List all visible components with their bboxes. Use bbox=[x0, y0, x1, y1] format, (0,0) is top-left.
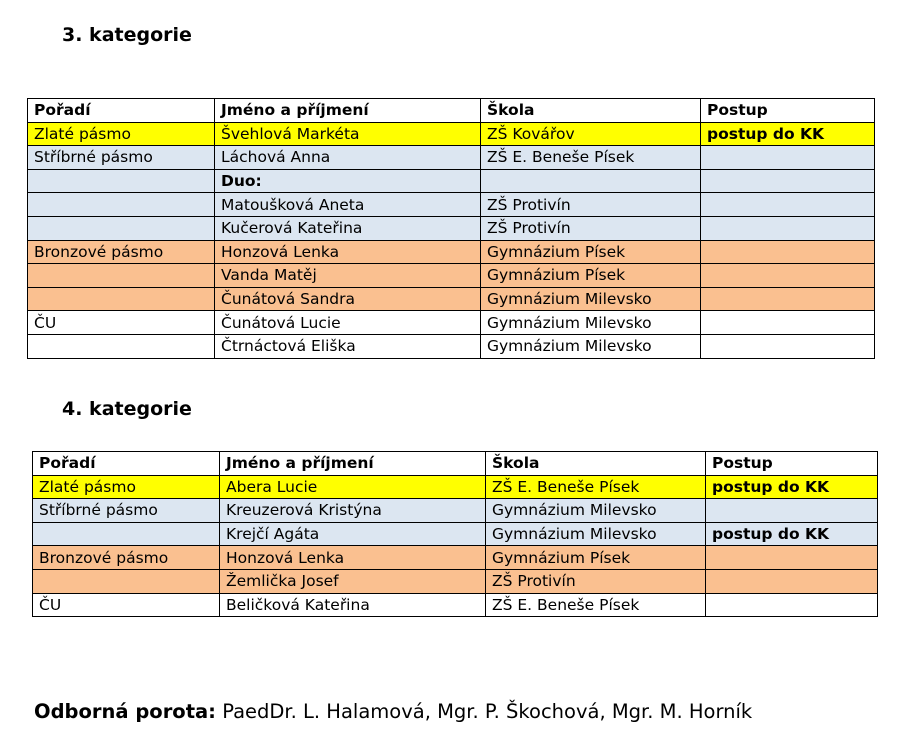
rank-cell bbox=[28, 216, 215, 240]
advance-cell bbox=[701, 334, 875, 358]
category3-table bbox=[27, 98, 875, 359]
category4-title: 4. kategorie bbox=[62, 398, 192, 420]
rank-cell bbox=[28, 334, 215, 358]
table-row bbox=[28, 193, 875, 217]
school-cell: ZŠ E. Beneše Písek bbox=[481, 146, 701, 170]
table-row bbox=[33, 593, 878, 617]
school-cell: ZŠ E. Beneše Písek bbox=[486, 593, 706, 617]
school-cell: Gymnázium Milevsko bbox=[486, 499, 706, 523]
rank-cell: Zlaté pásmo bbox=[28, 122, 215, 146]
advance-cell: postup do KK bbox=[706, 475, 878, 499]
rank-cell: ČU bbox=[28, 311, 215, 335]
table-row bbox=[28, 287, 875, 311]
advance-cell bbox=[701, 169, 875, 193]
school-cell: ZŠ Protivín bbox=[486, 569, 706, 593]
advance-cell bbox=[701, 311, 875, 335]
jury-label: Odborná porota: bbox=[34, 700, 216, 723]
rank-cell: Bronzové pásmo bbox=[33, 546, 220, 570]
category4-table bbox=[32, 451, 878, 617]
rank-cell: Stříbrné pásmo bbox=[33, 499, 220, 523]
advance-cell: postup do KK bbox=[706, 522, 878, 546]
rank-cell: Zlaté pásmo bbox=[33, 475, 220, 499]
table-row bbox=[28, 334, 875, 358]
school-cell: ZŠ Protivín bbox=[481, 216, 701, 240]
jury-members: PaedDr. L. Halamová, Mgr. P. Škochová, Mgr. M. Horník bbox=[222, 700, 753, 723]
jury-line bbox=[34, 700, 752, 723]
table-row bbox=[28, 311, 875, 335]
rank-cell: ČU bbox=[33, 593, 220, 617]
table-row bbox=[28, 169, 875, 193]
name-cell: Honzová Lenka bbox=[220, 546, 486, 570]
advance-cell bbox=[701, 193, 875, 217]
category3-table-body bbox=[28, 99, 875, 359]
table-row bbox=[33, 522, 878, 546]
name-cell: Žemlička Josef bbox=[220, 569, 486, 593]
school-cell bbox=[481, 169, 701, 193]
table-row bbox=[33, 546, 878, 570]
name-cell: Abera Lucie bbox=[220, 475, 486, 499]
advance-cell bbox=[706, 593, 878, 617]
rank-cell bbox=[28, 193, 215, 217]
rank-cell: Stříbrné pásmo bbox=[28, 146, 215, 170]
school-cell: ZŠ Kovářov bbox=[481, 122, 701, 146]
school-cell: Gymnázium Písek bbox=[481, 264, 701, 288]
advance-cell bbox=[701, 240, 875, 264]
table-row bbox=[33, 569, 878, 593]
school-cell: Gymnázium Milevsko bbox=[481, 311, 701, 335]
rank-cell bbox=[28, 264, 215, 288]
school-cell: Gymnázium Milevsko bbox=[481, 334, 701, 358]
advance-cell bbox=[706, 569, 878, 593]
name-cell: Kreuzerová Kristýna bbox=[220, 499, 486, 523]
table-row bbox=[28, 240, 875, 264]
name-cell: Beličková Kateřina bbox=[220, 593, 486, 617]
category3-title: 3. kategorie bbox=[62, 24, 192, 46]
header-name: Jméno a příjmení bbox=[220, 452, 486, 476]
school-cell: Gymnázium Písek bbox=[481, 240, 701, 264]
table-row bbox=[33, 499, 878, 523]
name-cell: Kučerová Kateřina bbox=[215, 216, 481, 240]
advance-cell bbox=[701, 146, 875, 170]
school-cell: Gymnázium Milevsko bbox=[486, 522, 706, 546]
header-name: Jméno a příjmení bbox=[215, 99, 481, 123]
rank-cell bbox=[33, 569, 220, 593]
name-cell: Honzová Lenka bbox=[215, 240, 481, 264]
table-row bbox=[28, 264, 875, 288]
rank-cell bbox=[33, 522, 220, 546]
school-cell: ZŠ E. Beneše Písek bbox=[486, 475, 706, 499]
header-rank: Pořadí bbox=[28, 99, 215, 123]
name-cell: Švehlová Markéta bbox=[215, 122, 481, 146]
name-cell: Čunátová Sandra bbox=[215, 287, 481, 311]
header-advance: Postup bbox=[706, 452, 878, 476]
table-row bbox=[28, 146, 875, 170]
name-cell: Matoušková Aneta bbox=[215, 193, 481, 217]
name-cell: Čunátová Lucie bbox=[215, 311, 481, 335]
table-header-row bbox=[28, 99, 875, 123]
rank-cell bbox=[28, 287, 215, 311]
advance-cell bbox=[701, 264, 875, 288]
table-row bbox=[28, 216, 875, 240]
advance-cell bbox=[706, 499, 878, 523]
school-cell: Gymnázium Milevsko bbox=[481, 287, 701, 311]
rank-cell: Bronzové pásmo bbox=[28, 240, 215, 264]
advance-cell bbox=[706, 546, 878, 570]
school-cell: Gymnázium Písek bbox=[486, 546, 706, 570]
header-rank: Pořadí bbox=[33, 452, 220, 476]
name-cell: Láchová Anna bbox=[215, 146, 481, 170]
header-school: Škola bbox=[486, 452, 706, 476]
name-cell: Duo: bbox=[215, 169, 481, 193]
advance-cell bbox=[701, 287, 875, 311]
table-row bbox=[33, 475, 878, 499]
rank-cell bbox=[28, 169, 215, 193]
name-cell: Krejčí Agáta bbox=[220, 522, 486, 546]
header-advance: Postup bbox=[701, 99, 875, 123]
school-cell: ZŠ Protivín bbox=[481, 193, 701, 217]
name-cell: Čtrnáctová Eliška bbox=[215, 334, 481, 358]
table-header-row bbox=[33, 452, 878, 476]
name-cell: Vanda Matěj bbox=[215, 264, 481, 288]
advance-cell: postup do KK bbox=[701, 122, 875, 146]
table-row bbox=[28, 122, 875, 146]
header-school: Škola bbox=[481, 99, 701, 123]
category4-table-body bbox=[33, 452, 878, 617]
advance-cell bbox=[701, 216, 875, 240]
